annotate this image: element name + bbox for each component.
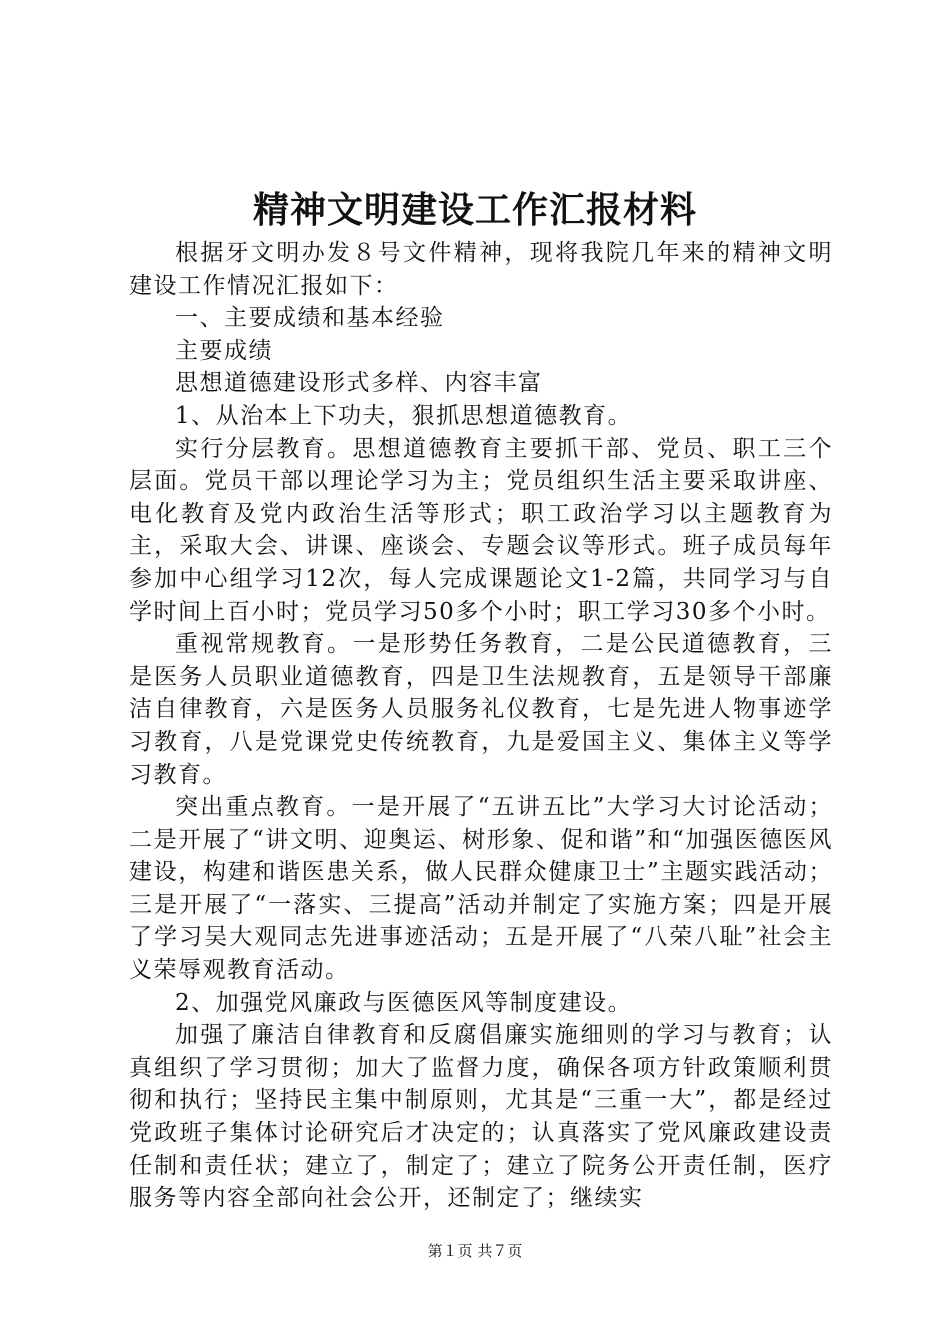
heading-section-1: 一、主要成绩和基本经验 [175, 305, 445, 332]
heading-ideology-building: 思想道德建设形式多样、内容丰富 [175, 370, 543, 397]
heading-main-achievements: 主要成绩 [175, 337, 273, 364]
paragraph-key-education: 突出重点教育。一是开展了“五讲五比”大学习大讨论活动；二是开展了“讲文明、迎奥运、树形象、促和谐”和“加强医德医风建设，构建和谐医患关系，做人民群众健康卫士”主题实践活动；三是开展了“一落实、三提高”活动并制定了实施方案；四是开展了学习吴大观同志先进事迹活动；五是开展了“八荣八耻”社会主义荣辱观教育活动。 [129, 794, 833, 984]
document-body [129, 237, 833, 1215]
paragraph-layered-education: 实行分层教育。思想道德教育主要抓干部、党员、职工三个层面。党员干部以理论学习为主；党员组织生活主要采取讲座、电化教育及党内政治生活等形式；职工政治学习以主题教育为主，采取大会、讲课、座谈会、专题会议等形式。班子成员每年参加中心组学习12次，每人完成课题论文1-2篇，共同学习与自学时间上百小时；党员学习50多个小时；职工学习30多个小时。 [129, 435, 833, 625]
document-title: 精神文明建设工作汇报材料 [252, 189, 697, 231]
paragraph-regular-education: 重视常规教育。一是形势任务教育，二是公民道德教育，三是医务人员职业道德教育，四是卫生法规教育，五是领导干部廉洁自律教育，六是医务人员服务礼仪教育，七是先进人物事迹学习教育，八是党课党史传统教育，九是爱国主义、集体主义等学习教育。 [129, 631, 833, 788]
heading-item-2: 2、加强党风廉政与医德医风等制度建设。 [175, 989, 633, 1016]
page-footer: 第１页 共７页 [427, 1242, 523, 1260]
heading-item-1: 1、从治本上下功夫，狠抓思想道德教育。 [175, 402, 633, 429]
paragraph-intro: 根据牙文明办发８号文件精神，现将我院几年来的精神文明建设工作情况汇报如下： [129, 240, 833, 299]
paragraph-integrity-education: 加强了廉洁自律教育和反腐倡廉实施细则的学习与教育；认真组织了学习贯彻；加大了监督力度，确保各项方针政策顺利贯彻和执行；坚持民主集中制原则，尤其是“三重一大”，都是经过党政班子集体讨论研究后才决定的；认真落实了党风廉政建设责任制和责任状；建立了，制定了；建立了院务公开责任制，医疗服务等内容全部向社会公开，还制定了；继续实 [129, 1022, 833, 1212]
